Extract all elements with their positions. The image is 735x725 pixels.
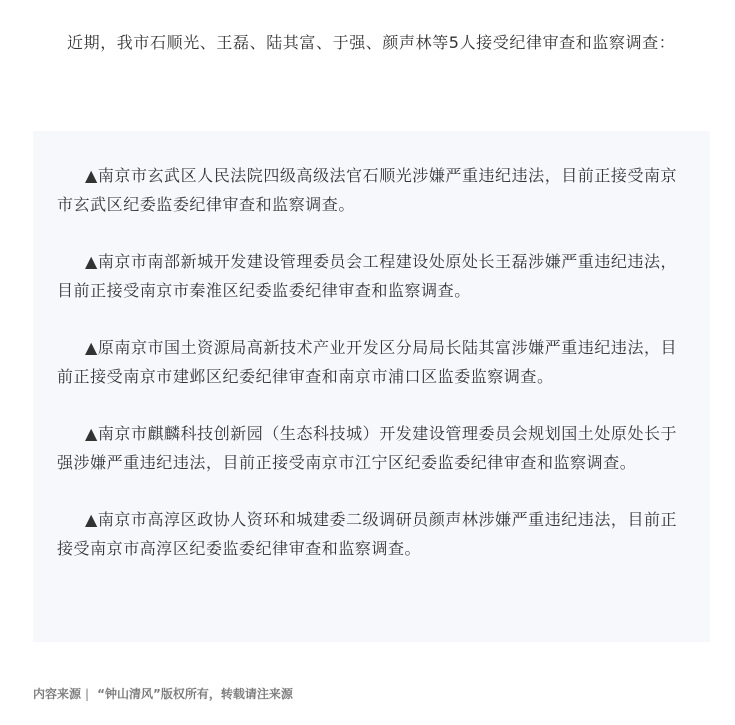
footer-separator: | xyxy=(85,687,90,701)
case-list-box xyxy=(33,131,710,642)
case-item-text: 南京市麒麟科技创新园（生态科技城）开发建设管理委员会规划国土处原处长于强涉嫌严重违纪违法，目前正接受南京市江宁区纪委监委纪律审查和监察调查。 xyxy=(57,424,678,472)
case-item-yu-qiang xyxy=(57,419,686,477)
triangle-marker-icon: ▲ xyxy=(85,338,98,357)
case-item-text: 南京市南部新城开发建设管理委员会工程建设处原处长王磊涉嫌严重违纪违法，目前正接受南京市秦淮区纪委监委纪律审查和监察调查。 xyxy=(57,252,678,300)
triangle-marker-icon: ▲ xyxy=(85,510,98,529)
case-item-text: 南京市高淳区政协人资环和城建委二级调研员颜声林涉嫌严重违纪违法，目前正接受南京市高淳区纪委监委纪律审查和监察调查。 xyxy=(57,510,678,558)
intro-paragraph: 近期，我市石顺光、王磊、陆其富、于强、颜声林等5人接受纪律审查和监察调查： xyxy=(67,33,676,52)
case-item-wang-lei xyxy=(57,247,686,305)
case-item-lu-qifu xyxy=(57,333,686,391)
case-item-text: 南京市玄武区人民法院四级高级法官石顺光涉嫌严重违纪违法，目前正接受南京市玄武区纪委监委纪律审查和监察调查。 xyxy=(57,166,678,214)
case-item-shi-shunguang xyxy=(57,161,686,219)
copyright-notice: “钟山清风”版权所有，转载请注来源 xyxy=(97,687,293,701)
triangle-marker-icon: ▲ xyxy=(85,252,98,271)
case-item-text: 原南京市国土资源局高新技术产业开发区分局局长陆其富涉嫌严重违纪违法，目前正接受南京市建邺区纪委纪律审查和南京市浦口区监委监察调查。 xyxy=(57,338,678,386)
triangle-marker-icon: ▲ xyxy=(85,166,98,185)
triangle-marker-icon: ▲ xyxy=(85,424,98,443)
source-footer xyxy=(33,685,293,703)
case-item-yan-shenglin xyxy=(57,505,686,563)
source-label: 内容来源 xyxy=(33,687,82,701)
